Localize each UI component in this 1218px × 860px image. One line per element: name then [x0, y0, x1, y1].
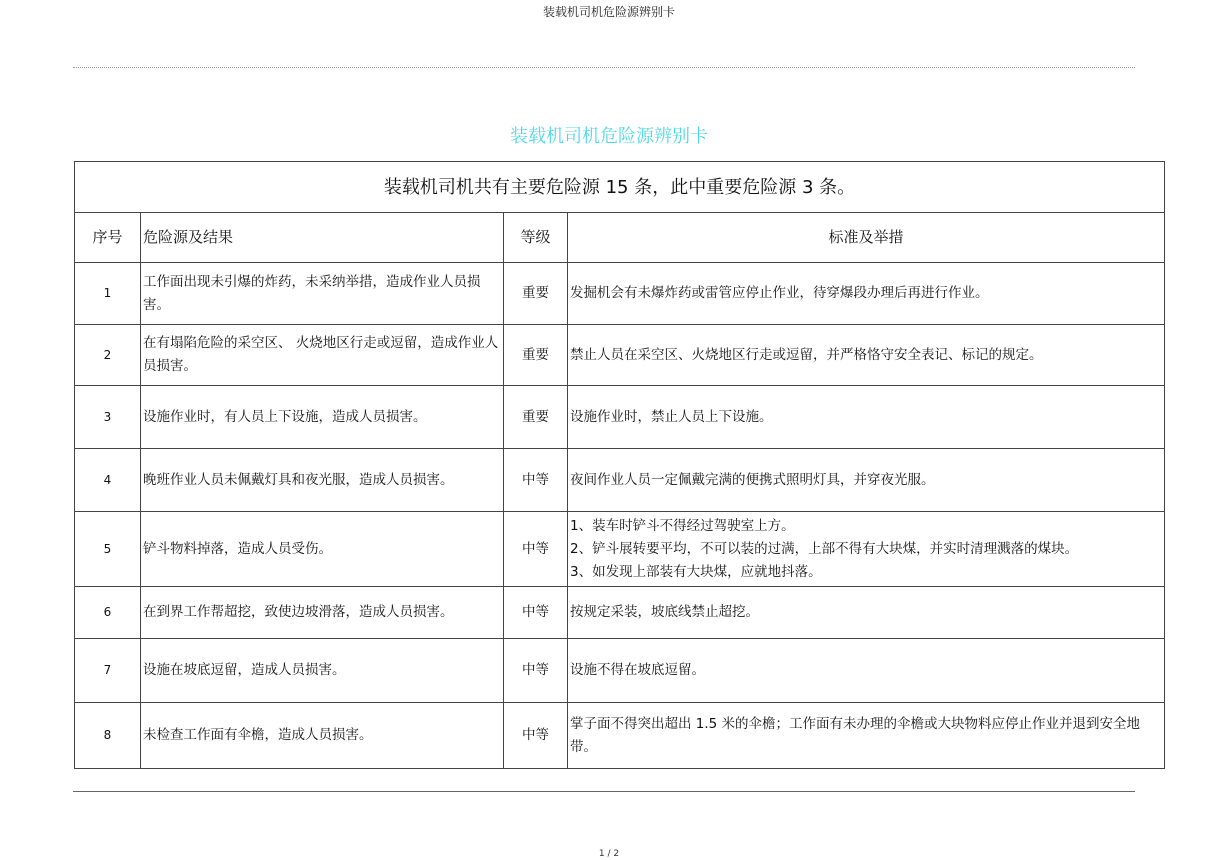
- table-row: [75, 703, 1165, 769]
- row-measures: [568, 449, 1165, 512]
- footer-divider: [73, 791, 1135, 792]
- measure-line: 设施作业时，禁止人员上下设施。: [570, 408, 773, 425]
- measure-line: 禁止人员在采空区、火烧地区行走或逗留，并严格恪守安全表记、标记的规定。: [570, 346, 1043, 363]
- row-no: 3: [75, 386, 141, 449]
- row-measures: [568, 263, 1165, 325]
- row-no: 8: [75, 703, 141, 769]
- measure-line: 1、装车时铲斗不得经过驾驶室上方。: [570, 517, 795, 534]
- row-level: 中等: [504, 703, 568, 769]
- row-hazard: 设施作业时，有人员上下设施，造成人员损害。: [141, 386, 504, 449]
- row-level: 中等: [504, 512, 568, 587]
- document-title: 装载机司机危险源辨别卡: [510, 126, 708, 147]
- measure-line: 2、铲斗展转要平均，不可以装的过满，上部不得有大块煤，并实时清理溅落的煤块。: [570, 540, 1079, 557]
- running-header: 装载机司机危险源辨别卡: [542, 5, 675, 19]
- row-hazard: 在到界工作帮超挖，致使边坡滑落，造成人员损害。: [141, 587, 504, 639]
- row-hazard: 未检查工作面有伞檐，造成人员损害。: [141, 703, 504, 769]
- summary-text: 装载机司机共有主要危险源 15 条，此中重要危险源 3 条。: [75, 162, 1165, 213]
- header-measures: 标准及举措: [568, 213, 1165, 263]
- measure-line: 掌子面不得突出超出 1.5 米的伞檐；工作面有未办理的伞檐或大块物料应停止作业并退到安全地带。: [570, 715, 1141, 755]
- measure-line: 3、如发现上部装有大块煤，应就地抖落。: [570, 563, 822, 580]
- row-level: 重要: [504, 386, 568, 449]
- row-level: 重要: [504, 325, 568, 386]
- row-measures: [568, 512, 1165, 587]
- row-level: 重要: [504, 263, 568, 325]
- row-measures: [568, 703, 1165, 769]
- row-level: 中等: [504, 587, 568, 639]
- summary-row: [75, 162, 1165, 213]
- header-divider: [73, 67, 1135, 68]
- measure-line: 设施不得在坡底逗留。: [570, 662, 705, 678]
- row-hazard: 在有塌陷危险的采空区、 火烧地区行走或逗留，造成作业人员损害。: [141, 325, 504, 386]
- row-level: 中等: [504, 449, 568, 512]
- header-level: 等级: [504, 213, 568, 263]
- measure-line: 发掘机会有未爆炸药或雷管应停止作业，待穿爆段办理后再进行作业。: [570, 285, 989, 301]
- row-no: 2: [75, 325, 141, 386]
- row-measures: [568, 325, 1165, 386]
- table-row: [75, 449, 1165, 512]
- table-row: [75, 386, 1165, 449]
- table-row: [75, 639, 1165, 703]
- row-no: 6: [75, 587, 141, 639]
- row-no: 1: [75, 263, 141, 325]
- row-measures: [568, 639, 1165, 703]
- header-hazard: 危险源及结果: [141, 213, 504, 263]
- page-number: 1 / 2: [598, 849, 620, 859]
- measure-line: 按规定采装，坡底线禁止超挖。: [570, 604, 759, 620]
- row-no: 5: [75, 512, 141, 587]
- row-hazard: 铲斗物料掉落，造成人员受伤。: [141, 512, 504, 587]
- row-hazard: 工作面出现未引爆的炸药，未采纳举措，造成作业人员损害。: [141, 263, 504, 325]
- row-measures: [568, 386, 1165, 449]
- table-row: [75, 587, 1165, 639]
- table-row: [75, 512, 1165, 587]
- row-hazard: 晚班作业人员未佩戴灯具和夜光服，造成人员损害。: [141, 449, 504, 512]
- row-no: 7: [75, 639, 141, 703]
- row-no: 4: [75, 449, 141, 512]
- row-measures: [568, 587, 1165, 639]
- row-hazard: 设施在坡底逗留，造成人员损害。: [141, 639, 504, 703]
- table-row: [75, 263, 1165, 325]
- row-level: 中等: [504, 639, 568, 703]
- header-no: 序号: [75, 213, 141, 263]
- table-header-row: [75, 213, 1165, 263]
- table-row: [75, 325, 1165, 386]
- hazard-table: [74, 161, 1165, 769]
- measure-line: 夜间作业人员一定佩戴完满的便携式照明灯具，并穿夜光服。: [570, 471, 935, 488]
